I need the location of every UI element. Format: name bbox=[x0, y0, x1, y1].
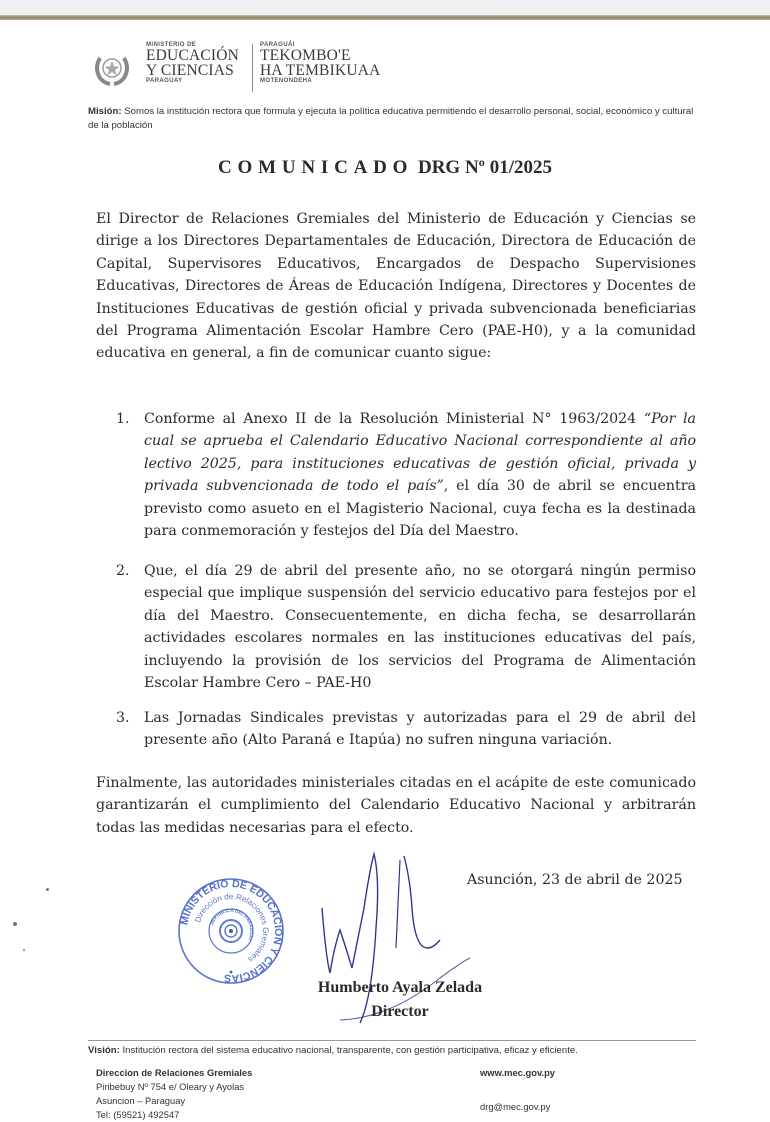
footer-contact bbox=[480, 1066, 555, 1114]
vision-text: Institución rectora del sistema educativo nacional, transparente, con gestión participativa, eficaz y eficiente. bbox=[119, 1045, 578, 1056]
mission-statement bbox=[88, 105, 698, 133]
logo-line1: EDUCACIÓN bbox=[146, 47, 240, 64]
ministry-logo bbox=[88, 42, 488, 92]
footer-address bbox=[96, 1066, 252, 1122]
paper-top-edge bbox=[0, 15, 770, 20]
logo-text-spanish bbox=[146, 42, 239, 84]
list-item bbox=[116, 560, 696, 694]
mission-text: Somos la institución rectora que formula y ejecuta la política educativa permitiendo el desarrollo personal, social, económico y cultural de la población bbox=[88, 106, 694, 131]
title-word: COMUNICADO bbox=[218, 157, 414, 178]
stamp-center-text: REPUBLICA DEL PARAGUAY bbox=[209, 907, 255, 942]
signer-title: Director bbox=[371, 1003, 429, 1020]
logo-line2: Y CIENCIAS bbox=[146, 62, 234, 79]
website-link[interactable]: www.mec.gov.py bbox=[480, 1067, 556, 1078]
logo-small-bottom: MOTENONDEHA bbox=[260, 78, 313, 84]
list-text bbox=[144, 408, 696, 542]
list-number: 3. bbox=[116, 710, 130, 726]
list-text: Que, el día 29 de abril del presente año, no se otorgará ningún permiso especial que implique suspensión del servicio educativo para festejos por el día del Maestro. Consecuentemente, en dicha fecha, se desarrollarán actividades escolares normales en las instituciones educativas del país, incluyendo la provisión de los servicios del Programa de Alimentación Escolar Hambre Cero – PAE-H0 bbox=[144, 563, 696, 692]
stamp-inner-text: Dirección de Relaciones Gremiales bbox=[193, 891, 271, 965]
vision-statement bbox=[88, 1045, 708, 1056]
logo-small-top: MINISTERIO DE bbox=[146, 42, 197, 48]
signer-name: Humberto Ayala Zelada bbox=[317, 979, 483, 996]
closing-paragraph: Finalmente, las autoridades ministeriales citadas en el acápite de este comunicado garantizarán el cumplimiento del Calendario Educativo Nacional y arbitrarán todas las medidas necesarias para el efecto. bbox=[96, 775, 696, 836]
phone-number: Tel: (59521) 492547 bbox=[96, 1109, 180, 1120]
scan-speck bbox=[23, 949, 25, 951]
list-item bbox=[116, 408, 696, 542]
logo-line1: TEKOMBO'E bbox=[260, 47, 351, 64]
signer-block bbox=[300, 976, 500, 1024]
intro-paragraph: El Director de Relaciones Gremiales del Ministerio de Educación y Ciencias se dirige a los Directores Departamentales de Educación, Directora de Educación de Capital, Supervisores Educativos, Encargados de Despacho Supervisiones Educativas, Directores de Áreas de Educación Indígena, Directores y Docentes de Instituciones Educativas de gestión oficial y privada subvencionada beneficiarias del Programa Alimentación Escolar Hambre Cero (PAE-H0), y a la comunidad educativa en general, a fin de comunicar cuanto sigue: bbox=[96, 211, 696, 362]
list-item bbox=[116, 707, 696, 752]
address-line: Piribebuy Nº 754 e/ Oleary y Ayolas bbox=[96, 1081, 245, 1092]
italic-citation: “Por la cual se aprueba el Calendario Educativo Nacional correspondiente al año lectivo 2025, para instituciones educativas de gestión oficial, privada y privada subvencionada de todo el país” bbox=[144, 411, 696, 495]
email-link[interactable]: drg@mec.gov.py bbox=[480, 1101, 551, 1112]
stamp-outer-text: MINISTERIO DE EDUCACION Y CIENCIAS bbox=[178, 877, 285, 985]
mission-label: Misión: bbox=[88, 106, 122, 117]
scan-top-margin bbox=[0, 0, 770, 15]
footer-divider bbox=[88, 1040, 696, 1041]
logo-small-bottom: PARAGUAY bbox=[146, 78, 183, 84]
logo-small-top: PARAGUÁI bbox=[260, 42, 295, 48]
list-number: 2. bbox=[116, 563, 130, 579]
official-stamp-icon bbox=[176, 876, 286, 986]
logo-line2: HA TEMBIKUAA bbox=[260, 62, 381, 79]
text-segment: , el día 30 de abril se encuentra previsto como asueto en el Magisterio Nacional, cuya fecha es la destinada para conmemoración y festejos del Día del Maestro. bbox=[144, 478, 696, 540]
vision-label: Visión: bbox=[88, 1045, 120, 1056]
list-text: Las Jornadas Sindicales previstas y autorizadas para el 29 de abril del presente año (Alto Paraná e Itapúa) no sufren ninguna variación. bbox=[144, 710, 696, 749]
national-crest-icon bbox=[92, 48, 132, 88]
list-number: 1. bbox=[116, 411, 130, 427]
place-date: Asunción, 23 de abril de 2025 bbox=[467, 872, 683, 888]
logo-text-guarani bbox=[260, 42, 381, 84]
scan-speck bbox=[46, 888, 49, 891]
text-segment: Conforme al Anexo II de la Resolución Ministerial N° 1963/2024 bbox=[144, 411, 644, 427]
document-title bbox=[0, 157, 770, 179]
title-number: DRG Nº 01/2025 bbox=[417, 157, 552, 178]
scan-speck bbox=[13, 922, 17, 926]
office-name: Direccion de Relaciones Gremiales bbox=[96, 1067, 253, 1078]
address-line: Asuncion – Paraguay bbox=[96, 1095, 186, 1106]
logo-divider bbox=[252, 44, 253, 92]
